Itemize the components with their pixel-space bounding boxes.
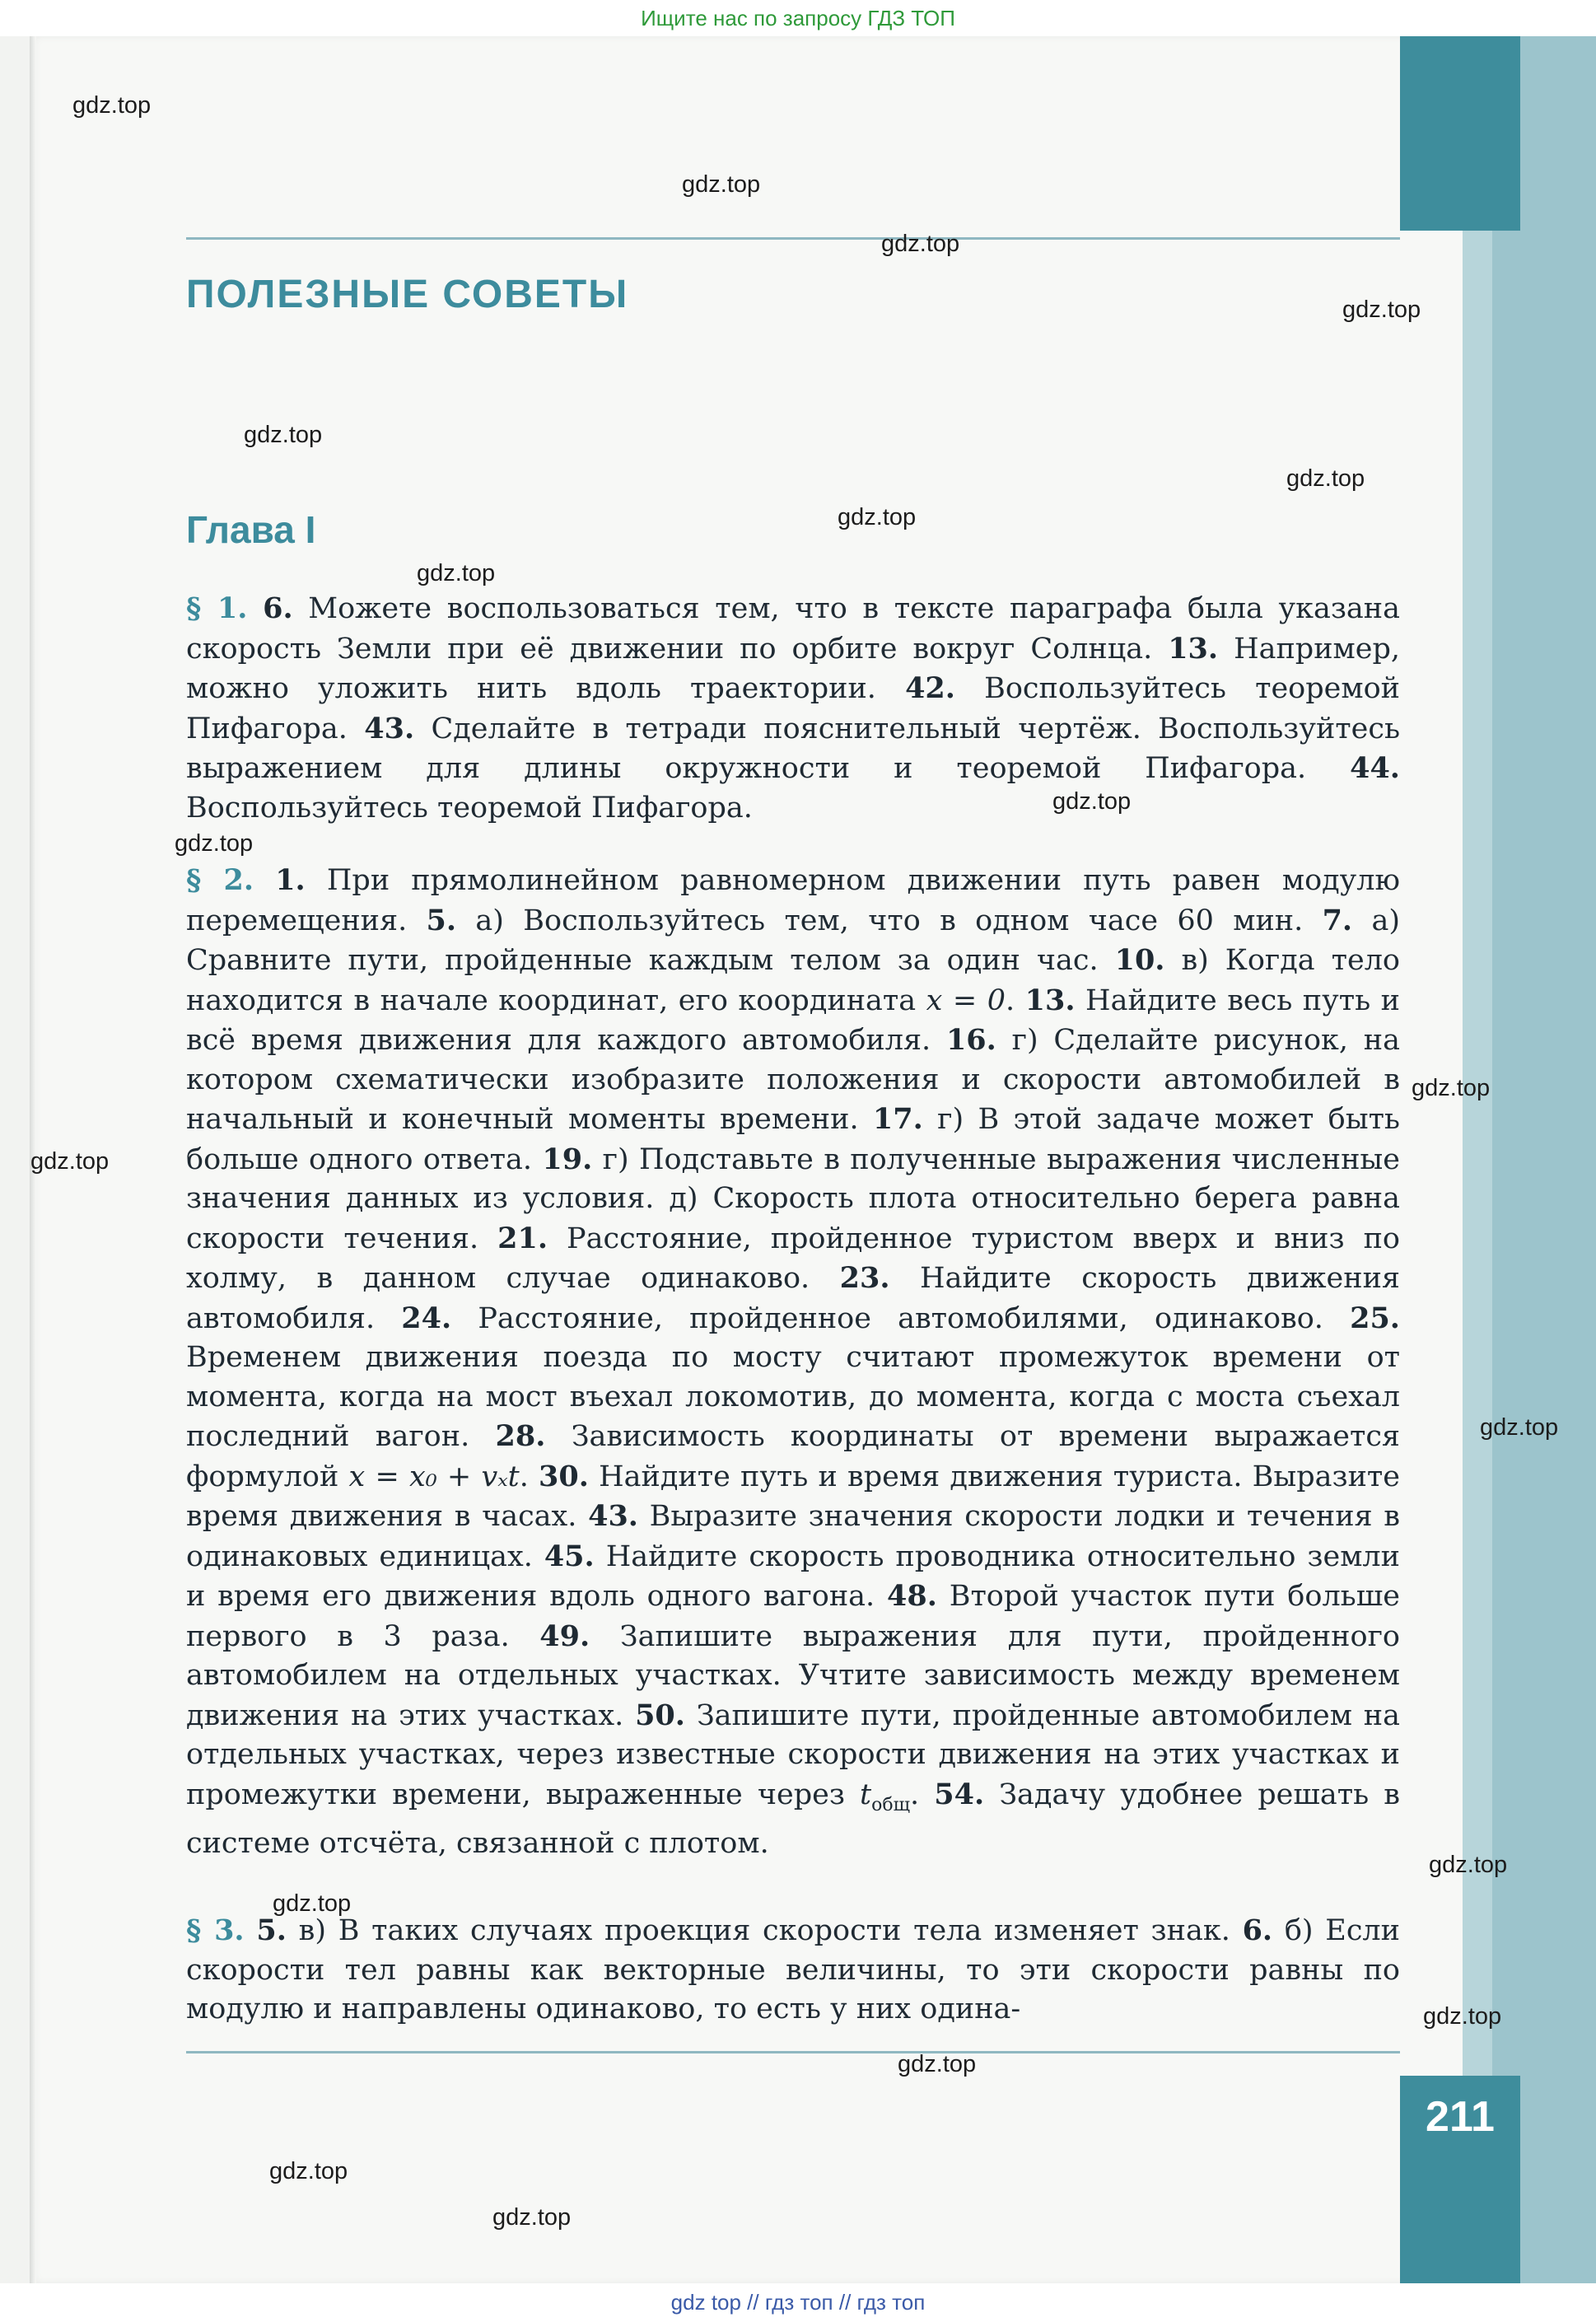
chapter-title: Глава I	[186, 508, 316, 551]
formula-coordinate: x = x₀ + vₓt	[348, 1460, 520, 1493]
watermark: gdz.top	[417, 560, 496, 586]
watermark: gdz.top	[682, 171, 761, 198]
watermark: gdz.top	[898, 2051, 977, 2077]
watermark: gdz.top	[1412, 1075, 1491, 1101]
formula-x-zero: x = 0	[926, 983, 1006, 1017]
section-marker: § 2.	[186, 863, 254, 897]
page-number: 211	[1426, 2093, 1495, 2141]
bottom-rule	[186, 2051, 1400, 2053]
watermark: gdz.top	[244, 422, 323, 448]
watermark: gdz.top	[30, 1148, 110, 1175]
page-heading: ПОЛЕЗНЫЕ СОВЕТЫ	[186, 273, 629, 316]
watermark: gdz.top	[881, 231, 960, 257]
header-tab	[1400, 36, 1520, 231]
watermark: gdz.top	[1429, 1852, 1508, 1878]
bottom-banner[interactable]: gdz top // гдз топ // гдз топ	[0, 2283, 1596, 2322]
watermark: gdz.top	[1342, 297, 1421, 323]
section-2-paragraph: § 2. 1. При прямолинейном равномерном движении путь равен модулю перемещения. 5. а) Воспользуйтесь тем, что в одном часе 60 мин. 7. а) Сравните пути, пройденные каждым телом за один час. 10. в) Когда тело находится в начале координат, его координата x = 0. 13. Найдите весь путь и всё время движения для каждого автомобиля. 16. г) Сделайте рисунок, на котором схематически изобразите положения и скорости автомобилей в начальный и конечный моменты времени. 17. г) В этой задаче может быть больше одного ответа. 19. г) Подставьте в полученные выражения численные значения данных из условия. д) Скорость плота относительно берега равна скорости течения. 21. Расстояние, пройденное туристом вверх и вниз по холму, в данном случае одинаково. 23. Найдите скорость движения автомобиля. 24. Расстояние, пройденное автомобилями, одинаково. 25. Временем движения поезда по мосту считают промежуток времени от момента, когда на мост въехал локомотив, до момента, когда с моста съехал последний вагон. 28. Зависимость координаты от времени выражается формулой x = x₀ + vₓt. 30. Найдите путь и время движения туриста. Выразите время движения в часах. 43. Выразите значения скорости лодки и течения в одинаковых единицах. 45. Найдите скорость проводника относительно земли и время его движения вдоль одного вагона. 48. Второй участок пути больше первого в 3 раза. 49. Запишите выражения для пути, пройденного автомобилем на отдельных участках. Учтите зависимость между временем движения на этих участках. 50. Запишите пути, пройденные автомобилем на отдельных участках, через известные скорости движения на этих участках и промежутки времени, выраженные через $t_{общ}$. 54. Задачу удобнее решать в системе отсчёта, связанной с плотом.	[186, 863, 1401, 1860]
section-marker: § 1.	[186, 591, 248, 625]
section-3-paragraph: § 3. 5. в) В таких случаях проекция скорости тела изменяет знак. 6. б) Если скорости тел равны как векторные величины, то эти скорости равны по модулю и направлены одинаково, то есть у них одина-	[186, 1913, 1400, 2025]
page-side-band-light	[1463, 231, 1492, 2109]
watermark: gdz.top	[72, 92, 152, 119]
watermark: gdz.top	[269, 2158, 348, 2184]
watermark: gdz.top	[838, 504, 917, 530]
watermark: gdz.top	[492, 2204, 572, 2231]
formula-t-total: t	[860, 1778, 872, 1811]
section-marker: § 3.	[186, 1913, 245, 1947]
watermark: gdz.top	[1286, 465, 1365, 492]
watermark: gdz.top	[1423, 2003, 1502, 2030]
watermark: gdz.top	[1052, 788, 1132, 815]
watermark: gdz.top	[175, 830, 254, 857]
top-rule	[186, 237, 1400, 240]
top-banner[interactable]: Ищите нас по запросу ГДЗ ТОП	[0, 0, 1596, 36]
watermark: gdz.top	[1480, 1414, 1559, 1441]
watermark: gdz.top	[273, 1890, 352, 1917]
section-1-paragraph: § 1. 6. Можете воспользоваться тем, что в тексте параграфа была указана скорость Земли при её движении по орбите вокруг Солнца. 13. Например, можно уложить нить вдоль траектории. 42. Воспользуйтесь теоремой Пифагора. 43. Сделайте в тетради пояснительный чертёж. Воспользуйтесь выражением для длины окружности и теоремой Пифагора. 44. Воспользуйтесь теоремой Пифагора.	[186, 591, 1401, 825]
